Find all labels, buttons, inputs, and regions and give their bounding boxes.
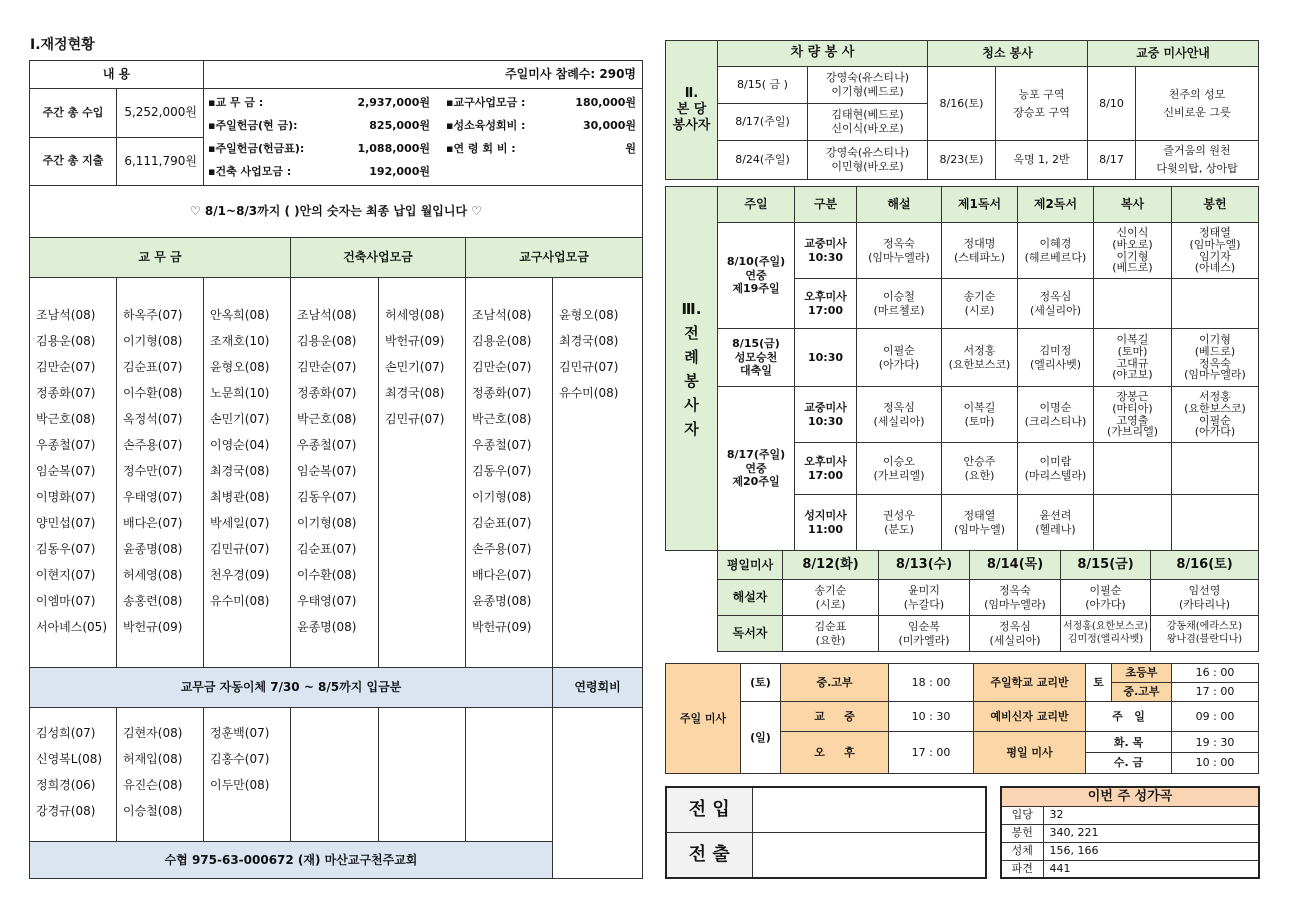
commentator: 이필순 (아가다) xyxy=(1061,580,1151,616)
mass-date: 8/17 xyxy=(1088,141,1136,180)
commentator: 윤미지 (누갈다) xyxy=(879,580,970,616)
sat-short: 토 xyxy=(1086,664,1112,702)
transfer-in-label: 전 입 xyxy=(666,787,752,832)
name-column: 하옥주(07) 이기형(08) 김순표(07) 이수환(08) 옥정석(07) 손주용(07) 정수만(07) 우태영(07) 배다은(07) 윤종명(08) 허세영(08) 송홍련(08) 박헌규(09) xyxy=(117,278,204,668)
kind-cell: 10:30 xyxy=(795,329,857,387)
clean-area: 옥명 1, 2반 xyxy=(996,141,1088,180)
item-value: 원 xyxy=(625,142,637,155)
kind-cell: 교중미사 10:30 xyxy=(795,387,857,443)
expense-value: 6,111,790원 xyxy=(117,137,204,186)
wd1-label: 화. 목 xyxy=(1086,732,1172,752)
car-date: 8/15( 금 ) xyxy=(718,67,808,104)
transfer-out-value xyxy=(752,832,986,878)
sun-label: (일) xyxy=(741,702,781,774)
item-value: 30,000원 xyxy=(582,119,637,132)
car-names: 강영숙(유스티나) 이기형(베드로) xyxy=(808,67,928,104)
name-column: 허세영(08) 박헌규(09) 손민기(07) 최경국(08) 김민규(07) xyxy=(379,278,466,668)
pm-mass-time: 17 : 00 xyxy=(889,732,974,774)
car-names: 강영숙(유스티나) 이민형(바오로) xyxy=(808,141,928,180)
role-cell: 신이식 (바오로) 이기형 (베드로) xyxy=(1094,223,1172,279)
hymns-table xyxy=(1000,786,1260,879)
wd1-time: 19 : 30 xyxy=(1195,736,1235,749)
transfer-out-label: 전 출 xyxy=(666,832,752,878)
age-fee-header: 연령회비 xyxy=(553,668,643,708)
mass-text: 즐거움의 원천 다윗의탑, 상아탑 xyxy=(1136,141,1259,180)
weekday-date: 8/13(수) xyxy=(879,551,970,580)
role-cell: 김미정 (엘리사벳) xyxy=(1018,329,1094,387)
sat-label: (토) xyxy=(741,664,781,702)
service-side: Ⅱ. 본 당 봉사자 xyxy=(666,41,718,180)
role-cell: 송기순 (시로) xyxy=(942,279,1018,329)
item-label: ▪주일헌금(현 금): xyxy=(208,119,298,132)
role-cell: 정태열 (임마누엘) 임기자 (아녜스) xyxy=(1172,223,1259,279)
weekday-table xyxy=(717,550,1259,652)
elem-time: 16 : 00 xyxy=(1172,664,1259,683)
expense-label: 주간 총 지출 xyxy=(30,137,117,186)
sunday-school-label: 주일학교 교리반 xyxy=(974,664,1086,702)
day-cell: 8/15(금) 성모승천 대축일 xyxy=(718,329,795,387)
hymn-key: 파견 xyxy=(1001,860,1043,878)
main-mass-time: 10 : 30 xyxy=(889,702,974,732)
kind-cell: 오후미사 17:00 xyxy=(795,443,857,495)
auto-column: 김현자(08) 허재입(08) 유진슨(08) 이승철(08) xyxy=(117,708,204,842)
commentator-label: 해설자 xyxy=(718,580,783,616)
role-cell: 이승오 (가브리엘) xyxy=(857,443,942,495)
role-cell: 이혜경 (헤르베르다) xyxy=(1018,223,1094,279)
kind-cell: 성지미사 11:00 xyxy=(795,495,857,551)
name-column: 조남석(08) 김용운(08) 김만순(07) 정종화(07) 박근호(08) 우종철(07) 임순복(07) 김동우(07) 이기형(08) 김순표(07) 이수환(08) 우태영(07) 윤종명(08) xyxy=(291,278,379,668)
finance-title: Ⅰ.재정현황 xyxy=(30,37,95,53)
name-column: 안옥희(08) 조재호(10) 윤형오(08) 노문희(10) 손민기(07) 이영순(04) 최경국(08) 최병관(08) 박세일(07) 김민규(07) 천우경(09) 유수미(08) xyxy=(204,278,291,668)
cat-time: 09 : 00 xyxy=(1172,702,1259,732)
service-table xyxy=(665,40,1259,180)
mhs2-label: 중.고부 xyxy=(1112,683,1172,702)
role-cell: 이미람 (마리스텔라) xyxy=(1018,443,1094,495)
sunday-mass-label: 주일 미사 xyxy=(666,664,741,774)
col-header: 제2독서 xyxy=(1018,187,1094,223)
reader: 강동채(에라스모) 왕나겸(블란디나) xyxy=(1151,616,1259,652)
mhs-label: 중.고부 xyxy=(781,664,889,702)
item-value: 180,000원 xyxy=(575,96,637,109)
auto-column: 김성희(07) 신영복L(08) 정희경(06) 강경규(08) xyxy=(30,708,117,842)
attendance: 주일미사 참례수: 290명 xyxy=(204,61,643,89)
day-cell: 8/10(주일) 연중 제19주일 xyxy=(718,223,795,329)
weekday-mass-label: 평일 미사 xyxy=(974,732,1086,774)
weekday-date: 8/14(목) xyxy=(970,551,1061,580)
commentator: 정옥숙 (임마누엘라) xyxy=(970,580,1061,616)
clean-date: 8/23(토) xyxy=(928,141,996,180)
role-cell: 서정홍 (요한보스코) xyxy=(942,329,1018,387)
item-label: ▪연 령 회 비 : xyxy=(446,142,516,155)
item-label: ▪주일헌금(헌금표): xyxy=(208,142,305,155)
notice: ♡ 8/1~8/3까지 ( )안의 숫자는 최종 납입 월입니다 ♡ xyxy=(30,186,643,238)
finance-items2 xyxy=(434,89,642,185)
hymn-key: 봉헌 xyxy=(1001,824,1043,842)
liturgy-table xyxy=(665,186,1259,551)
reader: 정옥심 (세실리아) xyxy=(970,616,1061,652)
name-column: 윤형오(08) 최경국(08) 김민규(07) 유수미(08) xyxy=(553,278,643,668)
commentator: 송기순 (시로) xyxy=(783,580,879,616)
col-header: 제1독서 xyxy=(942,187,1018,223)
item-value: 2,937,000원 xyxy=(357,96,430,109)
role-cell: 정옥심 (세실리아) xyxy=(857,387,942,443)
item-label: ▪성소육성회비 : xyxy=(446,119,526,132)
hymn-value: 340, 221 xyxy=(1043,824,1259,842)
kind-cell: 교중미사 10:30 xyxy=(795,223,857,279)
hymn-value: 441 xyxy=(1043,860,1259,878)
col-header: 주일 xyxy=(718,187,795,223)
schedule-table xyxy=(665,663,1259,774)
mass-title: 교중 미사안내 xyxy=(1088,41,1259,67)
col-header: 해설 xyxy=(857,187,942,223)
finance-table xyxy=(29,60,643,879)
hymn-value: 32 xyxy=(1043,806,1259,824)
diocese-header: 교구사업모금 xyxy=(466,238,643,278)
transfer-table xyxy=(665,786,987,879)
weekday-date: 8/12(화) xyxy=(783,551,879,580)
role-cell: 정태열 (임마누엘) xyxy=(942,495,1018,551)
role-cell: 윤션려 (헬레나) xyxy=(1018,495,1094,551)
reader: 임순복 (미카엘라) xyxy=(879,616,970,652)
role-cell: 이복길 (토마) xyxy=(942,387,1018,443)
col-header: 봉헌 xyxy=(1172,187,1259,223)
income-label: 주간 총 수입 xyxy=(30,89,117,138)
weekday-date: 8/16(토) xyxy=(1151,551,1259,580)
wd2-label: 수. 금 xyxy=(1086,753,1172,773)
hymn-value: 156, 166 xyxy=(1043,842,1259,860)
clean-date: 8/16(토) xyxy=(928,67,996,141)
role-cell: 정옥숙 (임마누엘라) xyxy=(857,223,942,279)
income-value: 5,252,000원 xyxy=(117,89,204,138)
name-column: 조남석(08) 김용운(08) 김만순(07) 정종화(07) 박근호(08) 우종철(07) 김동우(07) 이기형(08) 김순표(07) 손주용(07) 배다은(07) 윤종명(08) 박헌규(09) xyxy=(466,278,553,668)
role-cell: 이기형 (베드로) 정옥숙 (임마누엘라) xyxy=(1172,329,1259,387)
pm-mass-label: 오 후 xyxy=(781,732,889,774)
transfer-in-value xyxy=(752,787,986,832)
col-header: 복사 xyxy=(1094,187,1172,223)
role-cell: 이승철 (마르첼로) xyxy=(857,279,942,329)
finance-items xyxy=(204,89,434,185)
car-title: 차 량 봉 사 xyxy=(718,41,928,67)
mhs-time: 18 : 00 xyxy=(889,664,974,702)
reader: 김순표 (요한) xyxy=(783,616,879,652)
car-date: 8/17(주일) xyxy=(718,104,808,141)
elem-label: 초등부 xyxy=(1112,664,1172,683)
content-header: 내 용 xyxy=(30,61,204,89)
kind-cell: 오후미사 17:00 xyxy=(795,279,857,329)
item-label: ▪교구사업모금 : xyxy=(446,96,526,109)
clean-title: 청소 봉사 xyxy=(928,41,1088,67)
role-cell: 서정홍 (요한보스코) 이필순 (아가다) xyxy=(1172,387,1259,443)
edu-header: 교 무 금 xyxy=(30,238,291,278)
build-header: 건축사업모금 xyxy=(291,238,466,278)
hymn-key: 성체 xyxy=(1001,842,1043,860)
name-column: 조남석(08) 김용운(08) 김만순(07) 정종화(07) 박근호(08) 우종철(07) 임순복(07) 이명화(07) 양민섭(07) 김동우(07) 이현지(07) 이엠마(07) 서아녜스(05) xyxy=(30,278,117,668)
item-label: ▪교 무 금 : xyxy=(208,96,264,109)
hymns-title: 이번 주 성가곡 xyxy=(1001,787,1259,806)
day-cell: 8/17(주일) 연중 제20주일 xyxy=(718,387,795,551)
main-mass-label: 교 중 xyxy=(781,702,889,732)
auto-column: 정훈백(07) 김홍수(07) 이두만(08) xyxy=(204,708,291,842)
item-label: ▪건축 사업모금 : xyxy=(208,165,292,178)
weekday-date: 8/15(금) xyxy=(1061,551,1151,580)
role-cell: 이복길 (토마) 고대규 (야고보) xyxy=(1094,329,1172,387)
mass-text: 천주의 성모 신비로운 그릇 xyxy=(1136,67,1259,141)
cat-day: 주 일 xyxy=(1086,702,1172,732)
mhs2-time: 17 : 00 xyxy=(1172,683,1259,702)
reader-label: 독서자 xyxy=(718,616,783,652)
reader: 서정홍(요한보스코) 김미정(엘리사벳) xyxy=(1061,616,1151,652)
role-cell: 이필순 (아가다) xyxy=(857,329,942,387)
role-cell: 정옥심 (세실리아) xyxy=(1018,279,1094,329)
clean-area: 능포 구역 장승포 구역 xyxy=(996,67,1088,141)
role-cell: 안승주 (요한) xyxy=(942,443,1018,495)
item-value: 825,000원 xyxy=(369,119,430,132)
mass-date: 8/10 xyxy=(1088,67,1136,141)
role-cell: 장봉근 (마티아) 고영출 (가브리엘) xyxy=(1094,387,1172,443)
commentator: 임선영 (카타리나) xyxy=(1151,580,1259,616)
auto-transfer-header: 교무금 자동이체 7/30 ~ 8/5까지 입금분 xyxy=(30,668,553,708)
catechumen-label: 예비신자 교리반 xyxy=(974,702,1086,732)
weekday-label: 평일미사 xyxy=(718,551,783,580)
item-value: 1,088,000원 xyxy=(357,142,430,155)
item-value: 192,000원 xyxy=(369,165,430,178)
bank-account: 수협 975-63-000672 (재) 마산교구천주교회 xyxy=(30,842,553,879)
hymn-key: 입당 xyxy=(1001,806,1043,824)
role-cell: 이명순 (크리스티나) xyxy=(1018,387,1094,443)
role-cell: 정대명 (스테파노) xyxy=(942,223,1018,279)
car-names: 김태현(베드로) 신이식(바오로) xyxy=(808,104,928,141)
col-header: 구분 xyxy=(795,187,857,223)
wd2-time: 10 : 00 xyxy=(1195,756,1235,769)
car-date: 8/24(주일) xyxy=(718,141,808,180)
role-cell: 권성우 (분도) xyxy=(857,495,942,551)
liturgy-side: Ⅲ. 전 례 봉 사 자 xyxy=(666,187,718,551)
